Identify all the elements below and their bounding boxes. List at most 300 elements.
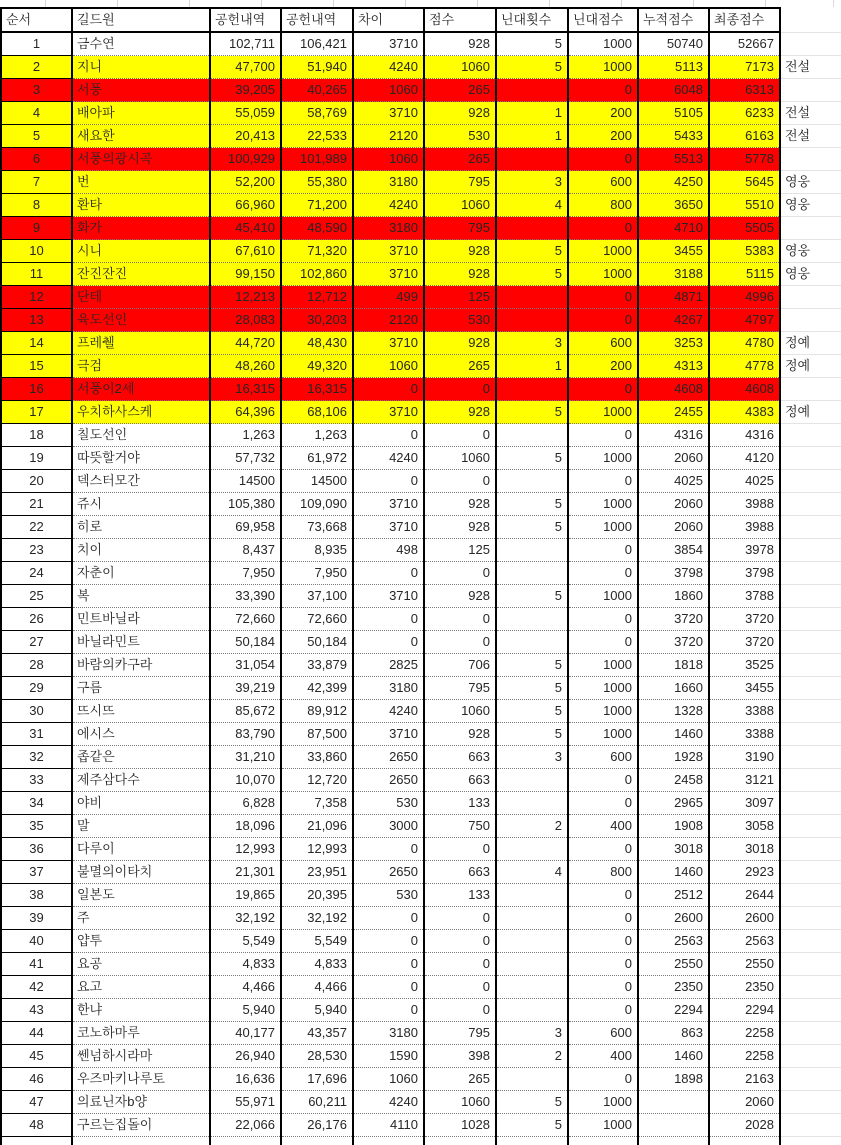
cell-contribution-before[interactable]: 102,711: [210, 32, 281, 56]
cell-score[interactable]: 265: [424, 79, 496, 102]
cell-raid-count[interactable]: [496, 838, 568, 861]
cell-rank[interactable]: 28: [1, 654, 72, 677]
cell-final-score[interactable]: 2923: [709, 861, 780, 884]
cell-cumulative-score[interactable]: 2294: [638, 999, 709, 1022]
cell-contribution-after[interactable]: 28,530: [281, 1045, 353, 1068]
cell-contribution-after[interactable]: 21,096: [281, 815, 353, 838]
cell-raid-count[interactable]: 5: [496, 700, 568, 723]
cell-contribution-before[interactable]: 32,192: [210, 907, 281, 930]
cell-tier-label[interactable]: [780, 493, 841, 516]
cell-rank[interactable]: 22: [1, 516, 72, 539]
cell-contribution-before[interactable]: 19,865: [210, 884, 281, 907]
cell-contribution-after[interactable]: 106,421: [281, 32, 353, 56]
cell-score[interactable]: 928: [424, 401, 496, 424]
cell-raid-count[interactable]: [496, 539, 568, 562]
cell-cumulative-score[interactable]: 6048: [638, 79, 709, 102]
cell-raid-score[interactable]: 0: [568, 539, 638, 562]
cell-raid-count[interactable]: 5: [496, 240, 568, 263]
cell-score[interactable]: 133: [424, 884, 496, 907]
cell-contribution-after[interactable]: 37,100: [281, 585, 353, 608]
cell-raid-count[interactable]: [496, 424, 568, 447]
header-cumulative-score[interactable]: 누적점수: [638, 8, 709, 32]
cell-member-name[interactable]: 요공: [72, 953, 210, 976]
cell-final-score[interactable]: 52667: [709, 32, 780, 56]
cell-final-score[interactable]: 4778: [709, 355, 780, 378]
cell-contribution-after[interactable]: 60,211: [281, 1091, 353, 1114]
cell-difference[interactable]: 498: [353, 539, 424, 562]
cell-contribution-after[interactable]: 73,668: [281, 516, 353, 539]
cell-contribution-before[interactable]: 83,790: [210, 723, 281, 746]
cell-difference[interactable]: 3180: [353, 677, 424, 700]
cell-rank[interactable]: 37: [1, 861, 72, 884]
cell-contribution-after[interactable]: 68,106: [281, 401, 353, 424]
cell-rank[interactable]: 41: [1, 953, 72, 976]
cell-raid-count[interactable]: [496, 309, 568, 332]
cell-contribution-after[interactable]: 43,357: [281, 1022, 353, 1045]
cell-final-score[interactable]: 5510: [709, 194, 780, 217]
cell-contribution-before[interactable]: 12,213: [210, 286, 281, 309]
cell-contribution-before[interactable]: 12,993: [210, 838, 281, 861]
cell-score[interactable]: 0: [424, 976, 496, 999]
cell-tier-label[interactable]: [780, 562, 841, 585]
cell-contribution-after[interactable]: 102,860: [281, 263, 353, 286]
cell-final-score[interactable]: 2600: [709, 907, 780, 930]
cell-contribution-before[interactable]: 5,549: [210, 930, 281, 953]
cell-contribution-after[interactable]: 22,533: [281, 125, 353, 148]
cell-score[interactable]: 663: [424, 746, 496, 769]
cell-contribution-before[interactable]: 48,260: [210, 355, 281, 378]
cell-rank[interactable]: 13: [1, 309, 72, 332]
cell-score[interactable]: 1028: [424, 1114, 496, 1137]
cell-contribution-after[interactable]: 71,320: [281, 240, 353, 263]
cell-raid-score[interactable]: 0: [568, 976, 638, 999]
cell-rank[interactable]: 5: [1, 125, 72, 148]
cell-member-name[interactable]: 지니: [72, 56, 210, 79]
cell-member-name[interactable]: 치이: [72, 539, 210, 562]
cell-raid-count[interactable]: [496, 930, 568, 953]
cell-difference[interactable]: 2650: [353, 746, 424, 769]
cell-score[interactable]: 928: [424, 32, 496, 56]
cell-contribution-before[interactable]: 47,700: [210, 56, 281, 79]
cell-difference[interactable]: 0: [353, 976, 424, 999]
cell-contribution-before[interactable]: 16,315: [210, 378, 281, 401]
cell-contribution-before[interactable]: 100,929: [210, 148, 281, 171]
cell-contribution-before[interactable]: 28,083: [210, 309, 281, 332]
cell-difference[interactable]: 1590: [353, 1045, 424, 1068]
cell-difference[interactable]: 0: [353, 838, 424, 861]
cell-final-score[interactable]: 2258: [709, 1022, 780, 1045]
cell-tier-label[interactable]: [780, 217, 841, 240]
cell-cumulative-score[interactable]: 2060: [638, 447, 709, 470]
cell-tier-label[interactable]: [780, 976, 841, 999]
cell-tier-label[interactable]: 영웅: [780, 263, 841, 286]
cell-member-name[interactable]: 히로: [72, 516, 210, 539]
cell-final-score[interactable]: 5778: [709, 148, 780, 171]
cell-score[interactable]: 706: [424, 654, 496, 677]
cell-final-score[interactable]: 3788: [709, 585, 780, 608]
cell-raid-count[interactable]: [496, 470, 568, 493]
cell-raid-count[interactable]: 5: [496, 516, 568, 539]
cell-score[interactable]: 265: [424, 355, 496, 378]
cell-cumulative-score[interactable]: 2060: [638, 493, 709, 516]
cell-score[interactable]: 928: [424, 102, 496, 125]
cell-raid-score[interactable]: 1000: [568, 700, 638, 723]
cell-raid-count[interactable]: 3: [496, 332, 568, 355]
cell-final-score[interactable]: 3388: [709, 700, 780, 723]
cell-contribution-after[interactable]: 30,203: [281, 309, 353, 332]
cell-raid-score[interactable]: 200: [568, 102, 638, 125]
cell-rank[interactable]: 47: [1, 1091, 72, 1114]
cell-final-score[interactable]: 3058: [709, 815, 780, 838]
cell-final-score[interactable]: 3018: [709, 838, 780, 861]
cell-difference[interactable]: 1060: [353, 148, 424, 171]
cell-cumulative-score[interactable]: 3455: [638, 240, 709, 263]
cell-member-name[interactable]: 새요한: [72, 125, 210, 148]
cell-rank[interactable]: 48: [1, 1114, 72, 1137]
cell-score[interactable]: 265: [424, 148, 496, 171]
cell-raid-score[interactable]: 400: [568, 815, 638, 838]
cell-cumulative-score[interactable]: 4871: [638, 286, 709, 309]
cell-contribution-before[interactable]: 21,301: [210, 861, 281, 884]
cell-raid-count[interactable]: [496, 976, 568, 999]
cell-tier-label[interactable]: [780, 1114, 841, 1137]
cell-tier-label[interactable]: [780, 608, 841, 631]
cell-raid-score[interactable]: 0: [568, 631, 638, 654]
cell-cumulative-score[interactable]: 4710: [638, 217, 709, 240]
cell-score[interactable]: 0: [424, 838, 496, 861]
cell-tier-label[interactable]: 전설: [780, 56, 841, 79]
cell-cumulative-score[interactable]: 4313: [638, 355, 709, 378]
cell-member-name[interactable]: 바람의카구라: [72, 654, 210, 677]
cell-member-name[interactable]: 쎈넘하시라마: [72, 1045, 210, 1068]
cell-score[interactable]: 0: [424, 378, 496, 401]
cell-raid-count[interactable]: [496, 1068, 568, 1091]
cell-contribution-before[interactable]: 33,390: [210, 585, 281, 608]
cell-contribution-before[interactable]: 31,054: [210, 654, 281, 677]
cell-contribution-before[interactable]: 6,828: [210, 792, 281, 815]
cell-member-name[interactable]: 주: [72, 907, 210, 930]
cell-tier-label[interactable]: [780, 769, 841, 792]
cell-tier-label[interactable]: [780, 999, 841, 1022]
cell-score[interactable]: 0: [424, 999, 496, 1022]
cell-member-name[interactable]: 얍투: [72, 930, 210, 953]
cell-raid-count[interactable]: 2: [496, 1045, 568, 1068]
cell-raid-score[interactable]: 0: [568, 1068, 638, 1091]
cell-rank[interactable]: 46: [1, 1068, 72, 1091]
cell-tier-label[interactable]: [780, 792, 841, 815]
cell-member-name[interactable]: 야비: [72, 792, 210, 815]
cell-raid-count[interactable]: [496, 148, 568, 171]
cell-difference[interactable]: 3710: [353, 493, 424, 516]
cell-rank[interactable]: 44: [1, 1022, 72, 1045]
cell-raid-count[interactable]: [496, 378, 568, 401]
cell-score[interactable]: 928: [424, 516, 496, 539]
cell-contribution-after[interactable]: 12,993: [281, 838, 353, 861]
cell-contribution-after[interactable]: 109,090: [281, 493, 353, 516]
cell-member-name[interactable]: 서풍의광시곡: [72, 148, 210, 171]
cell-score[interactable]: 1060: [424, 194, 496, 217]
cell-raid-score[interactable]: 0: [568, 907, 638, 930]
header-final-score[interactable]: 최종점수: [709, 8, 780, 32]
cell-tier-label[interactable]: [780, 723, 841, 746]
cell-rank[interactable]: 23: [1, 539, 72, 562]
cell-contribution-before[interactable]: 1,263: [210, 424, 281, 447]
cell-contribution-after[interactable]: 26,176: [281, 1114, 353, 1137]
cell-score[interactable]: 795: [424, 171, 496, 194]
cell-final-score[interactable]: 2258: [709, 1045, 780, 1068]
cell-raid-count[interactable]: 1: [496, 102, 568, 125]
cell-cumulative-score[interactable]: 1460: [638, 1045, 709, 1068]
cell-final-score[interactable]: 2028: [709, 1114, 780, 1137]
cell-rank[interactable]: 15: [1, 355, 72, 378]
cell-tier-label[interactable]: [780, 953, 841, 976]
cell-tier-label[interactable]: 영웅: [780, 240, 841, 263]
header-raid-count[interactable]: 닌대횟수: [496, 8, 568, 32]
cell-raid-score[interactable]: 1000: [568, 263, 638, 286]
cell-raid-score[interactable]: 1000: [568, 447, 638, 470]
cell-rank[interactable]: 25: [1, 585, 72, 608]
cell-cumulative-score[interactable]: 2060: [638, 516, 709, 539]
cell-raid-score[interactable]: 600: [568, 171, 638, 194]
cell-score[interactable]: 928: [424, 263, 496, 286]
cell-contribution-before[interactable]: 18,096: [210, 815, 281, 838]
cell-tier-label[interactable]: [780, 424, 841, 447]
cell-cumulative-score[interactable]: 2600: [638, 907, 709, 930]
cell-member-name[interactable]: 다루이: [72, 838, 210, 861]
cell-difference[interactable]: 3180: [353, 171, 424, 194]
cell-difference[interactable]: 3000: [353, 815, 424, 838]
cell-score[interactable]: 795: [424, 677, 496, 700]
cell-rank[interactable]: 6: [1, 148, 72, 171]
cell-contribution-after[interactable]: 7,358: [281, 792, 353, 815]
cell-member-name[interactable]: 시니: [72, 240, 210, 263]
cell-rank[interactable]: 21: [1, 493, 72, 516]
cell-cumulative-score[interactable]: 4025: [638, 470, 709, 493]
cell-contribution-before[interactable]: 64,396: [210, 401, 281, 424]
cell-contribution-before[interactable]: 26,940: [210, 1045, 281, 1068]
cell-rank[interactable]: 1: [1, 32, 72, 56]
cell-contribution-before[interactable]: 45,410: [210, 217, 281, 240]
cell-raid-score[interactable]: 0: [568, 286, 638, 309]
cell-member-name[interactable]: 바닐라민트: [72, 631, 210, 654]
cell-rank[interactable]: 40: [1, 930, 72, 953]
cell-score[interactable]: 0: [424, 562, 496, 585]
cell-contribution-before[interactable]: 40,177: [210, 1022, 281, 1045]
cell-member-name[interactable]: 제주삼다수: [72, 769, 210, 792]
cell-cumulative-score[interactable]: 1460: [638, 861, 709, 884]
cell-cumulative-score[interactable]: 1928: [638, 746, 709, 769]
cell-score[interactable]: 1060: [424, 700, 496, 723]
cell-rank[interactable]: 27: [1, 631, 72, 654]
cell-contribution-after[interactable]: 23,951: [281, 861, 353, 884]
cell-difference[interactable]: 4240: [353, 56, 424, 79]
cell-contribution-before[interactable]: 57,732: [210, 447, 281, 470]
header-tier-blank[interactable]: [780, 8, 841, 32]
cell-raid-count[interactable]: 5: [496, 585, 568, 608]
cell-tier-label[interactable]: [780, 746, 841, 769]
cell-rank[interactable]: 39: [1, 907, 72, 930]
cell-raid-count[interactable]: 5: [496, 56, 568, 79]
cell-difference[interactable]: 3710: [353, 32, 424, 56]
cell-raid-count[interactable]: 5: [496, 1114, 568, 1137]
cell-contribution-after[interactable]: 72,660: [281, 608, 353, 631]
cell-difference[interactable]: 2650: [353, 769, 424, 792]
cell-cumulative-score[interactable]: 2455: [638, 401, 709, 424]
cell-raid-count[interactable]: [496, 769, 568, 792]
cell-member-name[interactable]: 쥬시: [72, 493, 210, 516]
cell-tier-label[interactable]: 정예: [780, 401, 841, 424]
cell-difference[interactable]: 4240: [353, 194, 424, 217]
cell-rank[interactable]: 45: [1, 1045, 72, 1068]
cell-member-name[interactable]: 뜨시뜨: [72, 700, 210, 723]
cell-raid-score[interactable]: 800: [568, 861, 638, 884]
cell-final-score[interactable]: 4120: [709, 447, 780, 470]
cell-difference[interactable]: 2120: [353, 125, 424, 148]
cell-tier-label[interactable]: [780, 79, 841, 102]
cell-final-score[interactable]: 4025: [709, 470, 780, 493]
cell-raid-score[interactable]: 0: [568, 217, 638, 240]
cell-cumulative-score[interactable]: 3650: [638, 194, 709, 217]
cell-contribution-after[interactable]: 51,940: [281, 56, 353, 79]
cell-tier-label[interactable]: [780, 884, 841, 907]
cell-raid-count[interactable]: 4: [496, 194, 568, 217]
cell-raid-score[interactable]: 1000: [568, 585, 638, 608]
cell-raid-score[interactable]: 1000: [568, 516, 638, 539]
cell-contribution-after[interactable]: 40,265: [281, 79, 353, 102]
cell-contribution-after[interactable]: 33,879: [281, 654, 353, 677]
cell-contribution-before[interactable]: 99,150: [210, 263, 281, 286]
cell-difference[interactable]: 4240: [353, 1091, 424, 1114]
header-contribution-before[interactable]: 공헌내역: [210, 8, 281, 32]
cell-member-name[interactable]: 프레췔: [72, 332, 210, 355]
cell-cumulative-score[interactable]: 2512: [638, 884, 709, 907]
cell-difference[interactable]: 1060: [353, 355, 424, 378]
cell-rank[interactable]: 24: [1, 562, 72, 585]
cell-raid-count[interactable]: 5: [496, 654, 568, 677]
cell-final-score[interactable]: 5383: [709, 240, 780, 263]
cell-contribution-before[interactable]: 69,958: [210, 516, 281, 539]
cell-difference[interactable]: 3180: [353, 217, 424, 240]
cell-raid-score[interactable]: 0: [568, 953, 638, 976]
cell-rank[interactable]: 31: [1, 723, 72, 746]
cell-contribution-after[interactable]: 5,549: [281, 930, 353, 953]
cell-difference[interactable]: 0: [353, 999, 424, 1022]
cell-cumulative-score[interactable]: 4250: [638, 171, 709, 194]
cell-score[interactable]: 0: [424, 907, 496, 930]
cell-difference[interactable]: 0: [353, 562, 424, 585]
cell-raid-count[interactable]: [496, 884, 568, 907]
cell-score[interactable]: 750: [424, 815, 496, 838]
cell-contribution-after[interactable]: 32,192: [281, 907, 353, 930]
cell-raid-count[interactable]: [496, 631, 568, 654]
cell-cumulative-score[interactable]: 3188: [638, 263, 709, 286]
cell-score[interactable]: 265: [424, 1068, 496, 1091]
cell-tier-label[interactable]: [780, 930, 841, 953]
cell-difference[interactable]: 4240: [353, 447, 424, 470]
cell-raid-score[interactable]: 0: [568, 792, 638, 815]
cell-score[interactable]: 125: [424, 286, 496, 309]
cell-contribution-after[interactable]: 61,972: [281, 447, 353, 470]
cell-raid-count[interactable]: 5: [496, 263, 568, 286]
cell-cumulative-score[interactable]: 1898: [638, 1068, 709, 1091]
cell-cumulative-score[interactable]: 3720: [638, 608, 709, 631]
cell-difference[interactable]: 0: [353, 378, 424, 401]
cell-contribution-after[interactable]: 12,720: [281, 769, 353, 792]
header-contribution-after[interactable]: 공헌내역: [281, 8, 353, 32]
cell-member-name[interactable]: 단테: [72, 286, 210, 309]
cell-contribution-after[interactable]: 71,200: [281, 194, 353, 217]
cell-score[interactable]: 928: [424, 585, 496, 608]
cell-contribution-after[interactable]: 1,263: [281, 424, 353, 447]
cell-raid-count[interactable]: 1: [496, 125, 568, 148]
cell-difference[interactable]: 0: [353, 953, 424, 976]
cell-raid-score[interactable]: 400: [568, 1045, 638, 1068]
cell-cumulative-score[interactable]: 4316: [638, 424, 709, 447]
cell-difference[interactable]: 2120: [353, 309, 424, 332]
cell-tier-label[interactable]: [780, 677, 841, 700]
cell-score[interactable]: 0: [424, 953, 496, 976]
cell-score[interactable]: 928: [424, 723, 496, 746]
cell-score[interactable]: 928: [424, 493, 496, 516]
cell-tier-label[interactable]: 영웅: [780, 194, 841, 217]
cell-rank[interactable]: 32: [1, 746, 72, 769]
cell-raid-count[interactable]: 3: [496, 1022, 568, 1045]
cell-raid-count[interactable]: 5: [496, 493, 568, 516]
cell-rank[interactable]: 33: [1, 769, 72, 792]
cell-contribution-after[interactable]: 20,395: [281, 884, 353, 907]
cell-score[interactable]: 663: [424, 769, 496, 792]
cell-member-name[interactable]: 서풍: [72, 79, 210, 102]
cell-raid-count[interactable]: [496, 907, 568, 930]
cell-contribution-after[interactable]: 4,833: [281, 953, 353, 976]
cell-difference[interactable]: 1060: [353, 79, 424, 102]
cell-cumulative-score[interactable]: 2563: [638, 930, 709, 953]
cell-tier-label[interactable]: [780, 1045, 841, 1068]
cell-difference[interactable]: 4110: [353, 1114, 424, 1137]
cell-raid-score[interactable]: 0: [568, 608, 638, 631]
cell-raid-count[interactable]: 5: [496, 447, 568, 470]
cell-cumulative-score[interactable]: [638, 1091, 709, 1114]
cell-cumulative-score[interactable]: 1660: [638, 677, 709, 700]
cell-member-name[interactable]: 구르는집돌이: [72, 1114, 210, 1137]
cell-score[interactable]: 125: [424, 539, 496, 562]
cell-contribution-before[interactable]: 67,610: [210, 240, 281, 263]
cell-member-name[interactable]: 자춘이: [72, 562, 210, 585]
cell-cumulative-score[interactable]: 1908: [638, 815, 709, 838]
cell-contribution-after[interactable]: 4,466: [281, 976, 353, 999]
cell-raid-score[interactable]: 0: [568, 148, 638, 171]
cell-difference[interactable]: 0: [353, 631, 424, 654]
header-rank[interactable]: 순서: [1, 8, 72, 32]
cell-cumulative-score[interactable]: 5105: [638, 102, 709, 125]
cell-tier-label[interactable]: [780, 1068, 841, 1091]
cell-tier-label[interactable]: [780, 907, 841, 930]
cell-score[interactable]: 530: [424, 125, 496, 148]
cell-member-name[interactable]: 불멸의이타치: [72, 861, 210, 884]
cell-tier-label[interactable]: [780, 470, 841, 493]
cell-tier-label[interactable]: [780, 700, 841, 723]
cell-raid-score[interactable]: 600: [568, 746, 638, 769]
cell-difference[interactable]: 4240: [353, 700, 424, 723]
cell-score[interactable]: 0: [424, 631, 496, 654]
cell-member-name[interactable]: 잔진잔진: [72, 263, 210, 286]
cell-member-name[interactable]: 칠도선인: [72, 424, 210, 447]
cell-rank[interactable]: 2: [1, 56, 72, 79]
cell-difference[interactable]: 0: [353, 608, 424, 631]
cell-contribution-after[interactable]: 48,590: [281, 217, 353, 240]
cell-cumulative-score[interactable]: 5433: [638, 125, 709, 148]
cell-final-score[interactable]: 2350: [709, 976, 780, 999]
